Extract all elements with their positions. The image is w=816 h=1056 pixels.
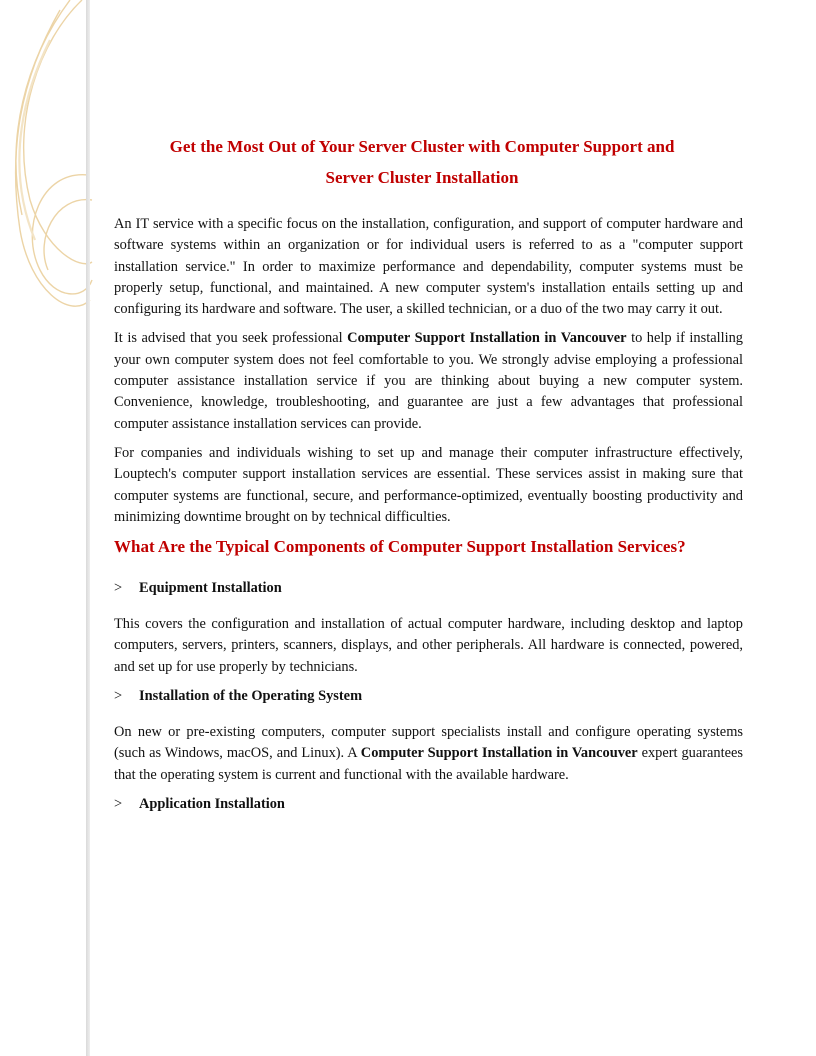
list-item-title: Application Installation — [139, 795, 285, 812]
keyword-link-text: Computer Support Installation in Vancouver — [360, 745, 638, 762]
bullet-arrow-icon: > — [114, 580, 123, 597]
title-line-2: Server Cluster Installation — [325, 168, 519, 187]
page-edge — [86, 0, 90, 1056]
document-body — [114, 214, 743, 822]
title-line-1: Get the Most Out of Your Server Cluster with Computer Support and — [169, 137, 675, 156]
bullet-arrow-icon: > — [114, 795, 123, 812]
page-title — [114, 131, 730, 193]
operating-system-paragraph: On new or pre-existing computers, computer support specialists install and configure operating systems (such as Windows, macOS, and Linux). A Computer Support Installation in Vancouver expert guarantees that the operating system is current and functional with the available hardware. — [114, 724, 743, 783]
bullet-arrow-icon: > — [114, 688, 123, 705]
keyword-link-text: Computer Support Installation in Vancouver — [347, 330, 627, 347]
list-item-title: Installation of the Operating System — [139, 688, 363, 705]
list-item-equipment — [114, 578, 743, 598]
section-heading: What Are the Typical Components of Computer Support Installation Services? — [114, 537, 686, 557]
list-item-application — [114, 794, 743, 814]
list-item-title: Equipment Installation — [139, 580, 282, 597]
services-paragraph: For companies and individuals wishing to set up and manage their computer infrastructure effectively, Louptech's computer support installation services are essential. These services assist in making sure that computer systems are functional, secure, and performance-optimized, eventually boosting productivity and minimizing downtime brought on by technical difficulties. — [114, 444, 743, 525]
intro-paragraph: An IT service with a specific focus on the installation, configuration, and support of computer hardware and software systems within an organization or for individual users is referred to as a "computer support installation service." In order to maximize performance and dependability, computer systems must be properly setup, functional, and maintained. A new computer system's installation entails setting up and configuring its hardware and software. The user, a skilled technician, or a duo of the two may carry it out. — [114, 216, 743, 318]
decorative-swirl-graphic — [0, 0, 100, 420]
list-item-operating-system — [114, 686, 743, 706]
equipment-paragraph: This covers the configuration and installation of actual computer hardware, including desktop and laptop computers, servers, printers, scanners, displays, and other peripherals. All hardware is connected, powered, and set up for use properly by technicians. — [114, 616, 743, 675]
advice-paragraph: It is advised that you seek professional Computer Support Installation in Vancouver to help if installing your own computer system does not feel comfortable to you. We strongly advise employing a professional computer assistance installation service if you are thinking about buying a new computer system. Convenience, knowledge, troubleshooting, and guarantee are just a few advantages that professional computer assistance installation services can provide. — [114, 330, 743, 432]
